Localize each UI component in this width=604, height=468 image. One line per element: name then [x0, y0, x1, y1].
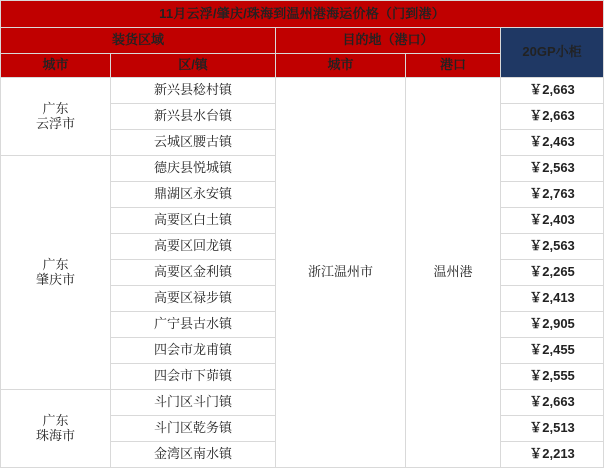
origin-city-cell [1, 156, 111, 390]
price-cell: ￥2,563 [501, 234, 604, 260]
dest-port-cell: 温州港 [406, 78, 501, 468]
origin-town-cell: 高要区金利镇 [111, 260, 276, 286]
origin-city-line2: 珠海市 [35, 427, 75, 443]
origin-town-cell: 德庆县悦城镇 [111, 156, 276, 182]
origin-town-cell: 高要区禄步镇 [111, 286, 276, 312]
price-cell: ￥2,663 [501, 390, 604, 416]
price-cell: ￥2,265 [501, 260, 604, 286]
header-dest-group: 目的地（港口） [276, 28, 501, 54]
title-row [1, 1, 604, 28]
origin-town-cell: 四会市下茆镇 [111, 364, 276, 390]
origin-town-cell: 斗门区斗门镇 [111, 390, 276, 416]
header-origin-group: 装货区域 [1, 28, 276, 54]
origin-city-line2: 肇庆市 [35, 271, 75, 287]
header-container-type: 20GP小柜 [501, 28, 604, 78]
origin-city-cell [1, 78, 111, 156]
price-cell: ￥2,463 [501, 130, 604, 156]
origin-town-cell: 广宁县古水镇 [111, 312, 276, 338]
origin-town-cell: 高要区白土镇 [111, 208, 276, 234]
price-cell: ￥2,905 [501, 312, 604, 338]
origin-town-cell: 金湾区南水镇 [111, 442, 276, 468]
price-cell: ￥2,555 [501, 364, 604, 390]
sheet-title: 11月云浮/肇庆/珠海到温州港海运价格（门到港） [1, 1, 604, 28]
origin-town-cell: 四会市龙甫镇 [111, 338, 276, 364]
price-cell: ￥2,455 [501, 338, 604, 364]
header-row-group [1, 28, 604, 54]
origin-city-line2: 云浮市 [35, 115, 75, 131]
price-cell: ￥2,413 [501, 286, 604, 312]
price-cell: ￥2,403 [501, 208, 604, 234]
origin-city-cell [1, 390, 111, 468]
table-row [1, 78, 604, 104]
price-cell: ￥2,213 [501, 442, 604, 468]
price-cell: ￥2,663 [501, 78, 604, 104]
price-cell: ￥2,513 [501, 416, 604, 442]
origin-city-line1: 广东 [42, 100, 69, 116]
price-cell: ￥2,563 [501, 156, 604, 182]
header-origin-city: 城市 [1, 54, 111, 78]
origin-town-cell: 新兴县水台镇 [111, 104, 276, 130]
dest-city-cell: 浙江温州市 [276, 78, 406, 468]
origin-city-line1: 广东 [42, 256, 69, 272]
header-origin-town: 区/镇 [111, 54, 276, 78]
origin-city-line1: 广东 [42, 412, 69, 428]
origin-town-cell: 斗门区乾务镇 [111, 416, 276, 442]
origin-town-cell: 新兴县稔村镇 [111, 78, 276, 104]
price-cell: ￥2,663 [501, 104, 604, 130]
origin-town-cell: 鼎湖区永安镇 [111, 182, 276, 208]
origin-town-cell: 高要区回龙镇 [111, 234, 276, 260]
price-cell: ￥2,763 [501, 182, 604, 208]
header-dest-city: 城市 [276, 54, 406, 78]
header-dest-port: 港口 [406, 54, 501, 78]
origin-town-cell: 云城区腰古镇 [111, 130, 276, 156]
